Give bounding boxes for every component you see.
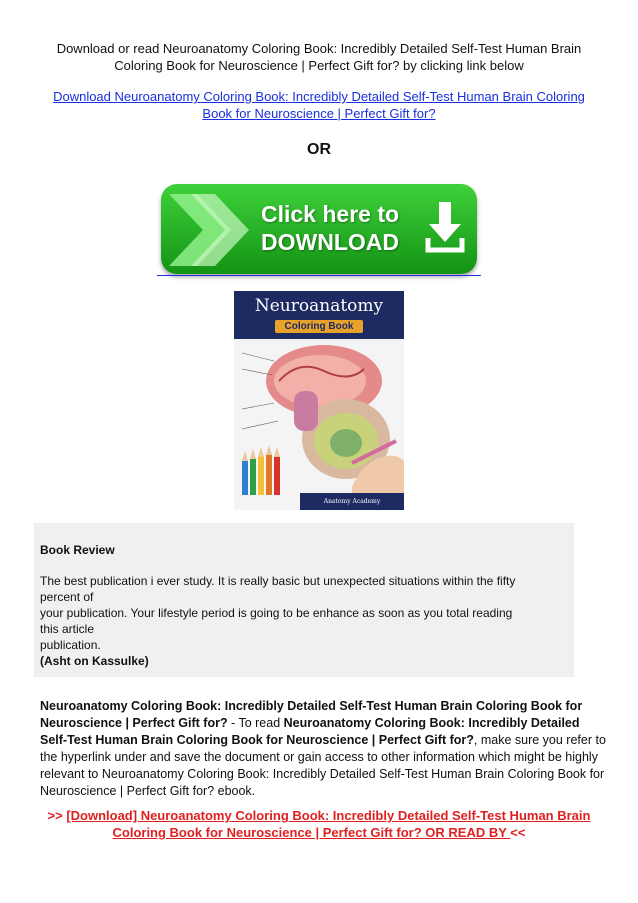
download-link-bottom[interactable] (40, 807, 598, 841)
description-title: Neuroanatomy Coloring Book: Incredibly Detailed Self-Test Human Brain Coloring Book for Neuroscience | Perfect Gift for? (40, 699, 583, 730)
cover-title: Neuroanatomy (254, 296, 384, 316)
chevron-right-icon (169, 194, 259, 266)
review-line: The best publication i ever study. It is really basic but unexpected situations within the fifty (40, 574, 516, 588)
download-link-underline (157, 274, 481, 276)
review-line: publication. (40, 638, 101, 652)
link-prefix: >> (47, 808, 67, 823)
book-review-box (34, 523, 574, 677)
review-line: this article (40, 622, 95, 636)
download-line2: DOWNLOAD (261, 229, 399, 255)
link-suffix: << (510, 825, 526, 840)
review-body (40, 573, 560, 669)
cover-subtitle: Coloring Book (275, 320, 364, 333)
description-paragraph (40, 698, 606, 800)
cover-publisher: Anatomy Academy (300, 493, 404, 510)
description-text: - To read (227, 716, 284, 730)
download-line1: Click here to (261, 201, 400, 227)
download-button[interactable] (161, 184, 477, 274)
download-link-bottom-text[interactable]: [Download] Neuroanatomy Coloring Book: Incredibly Detailed Self-Test Human Brain Coloring Book for Neuroscience | Perfect Gift for? OR READ BY (66, 808, 591, 840)
review-heading: Book Review (40, 543, 115, 557)
intro-text: Download or read Neuroanatomy Coloring Book: Incredibly Detailed Self-Test Human Brain Coloring Book for Neuroscience | Perfect Gift for? by clicking link below (56, 41, 582, 73)
or-separator: OR (307, 141, 331, 158)
description-text-2: , make sure you refer to the hyperlink under and save the document or gain access to other information which might be highly relevant to Neuroanatomy Coloring Book: Incredibly Detailed Self-Test Human Brain Coloring Book for Neuroscience | Perfect Gift for? ebook. (40, 733, 606, 798)
description-title-2: Neuroanatomy Coloring Book: Incredibly Detailed Self-Test Human Brain Coloring Book for Neuroscience | Perfect Gift for? (40, 716, 580, 747)
brain-illustration (234, 291, 404, 510)
review-line: your publication. Your lifestyle period is going to be enhance as soon as you total reading (40, 606, 513, 620)
review-author: (Asht on Kassulke) (40, 654, 149, 668)
download-button-label (261, 200, 421, 256)
download-link-top[interactable]: Download Neuroanatomy Coloring Book: Incredibly Detailed Self-Test Human Brain Coloring Book for Neuroscience | Perfect Gift for? (53, 89, 585, 121)
book-cover (234, 291, 404, 510)
review-line: percent of (40, 590, 94, 604)
download-button-link[interactable] (157, 182, 481, 280)
download-arrow-icon (425, 200, 465, 256)
